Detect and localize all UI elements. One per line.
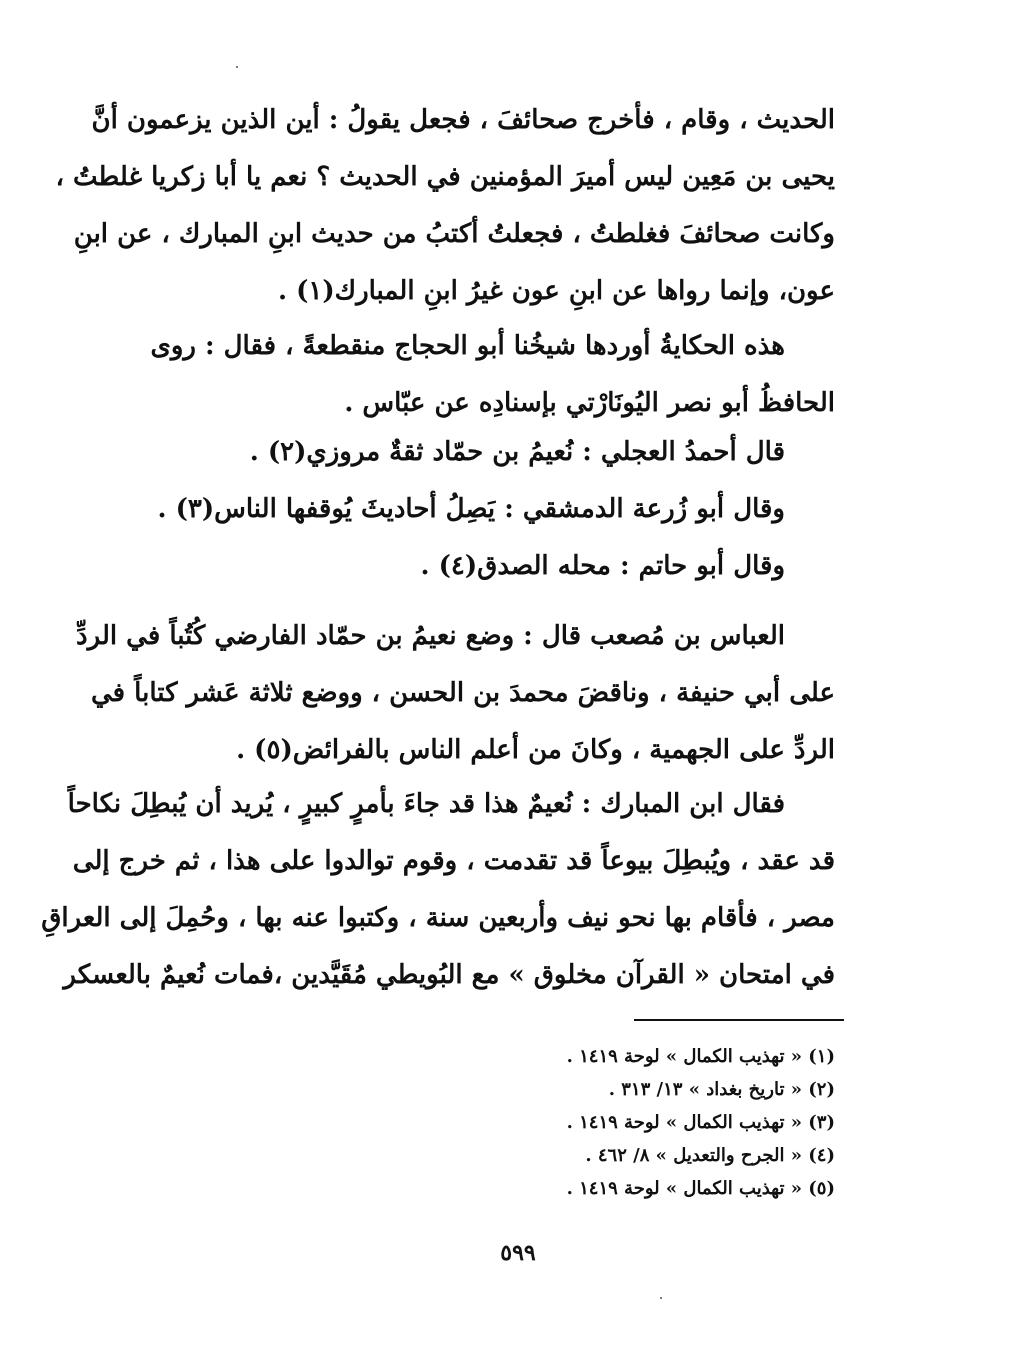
scan-speck — [660, 1297, 662, 1299]
text-line: الحديث ، وقام ، فأخرج صحائفَ ، فجعل يقولُ : أين الذين يزعمون أنَّ — [91, 105, 835, 135]
footnote-4: (٤) « الجرح والتعديل » ٨/ ٤٦٢ . — [585, 1145, 835, 1166]
footnote-1: (١) « تهذيب الكمال » لوحة ١٤١٩ . — [566, 1046, 835, 1067]
text-line: وكانت صحائفَ فغلطتُ ، فجعلتُ أكتبُ من حديث ابنِ المبارك ، عن ابنِ — [73, 219, 835, 249]
page-number: ٥٩٩ — [500, 1240, 536, 1266]
text-line: مصر ، فأقام بها نحو نيف وأربعين سنة ، وكتبوا عنه بها ، وحُمِلَ إلى العراقِ — [41, 903, 835, 933]
quote-line: قال أحمدُ العجلي : نُعيمُ بن حمّاد ثقةٌ مروزي(٢) . — [249, 437, 785, 467]
footnote-3: (٣) « تهذيب الكمال » لوحة ١٤١٩ . — [566, 1112, 835, 1133]
footnote-5: (٥) « تهذيب الكمال » لوحة ١٤١٩ . — [566, 1178, 835, 1199]
text-line: هذه الحكايةُ أوردها شيخُنا أبو الحجاج منقطعةً ، فقال : روى — [150, 331, 785, 361]
text-line: على أبي حنيفة ، وناقضَ محمدَ بن الحسن ، ووضع ثلاثة عَشر كتاباً في — [91, 678, 835, 708]
scan-speck — [236, 66, 238, 68]
quotes-block — [157, 424, 835, 595]
quote-line: وقال أبو حاتم : محله الصدق(٤) . — [420, 551, 785, 581]
paragraph-1 — [55, 92, 835, 320]
text-line: الحافظُ أبو نصر اليُونَارْتي بإسنادِه عن عبّاس . — [344, 388, 835, 418]
text-line: قد عقد ، ويُبطِلَ بيوعاً قد تقدمت ، وقوم توالدوا على هذا ، ثم خرج إلى — [72, 846, 835, 876]
paragraph-3 — [76, 608, 835, 779]
paragraph-2 — [150, 318, 835, 432]
text-line: الردِّ على الجهمية ، وكانَ من أعلم الناس بالفرائض(٥) . — [236, 735, 835, 765]
text-line: العباس بن مُصعب قال : وضع نعيمُ بن حمّاد الفارضي كُتُباً في الردِّ — [76, 621, 785, 651]
footnote-separator — [634, 1019, 844, 1021]
footnote-2: (٢) « تاريخ بغداد » ١٣/ ٣١٣ . — [608, 1079, 835, 1100]
text-line: فقال ابن المبارك : نُعيمٌ هذا قد جاءَ بأمرٍ كبيرٍ ، يُريد أن يُبطِلَ نكاحاً — [67, 789, 785, 819]
text-line: في امتحان « القرآن مخلوق » مع البُويطي مُقَيَّدين ،فمات نُعيمٌ بالعسكر — [63, 960, 835, 990]
text-line: يحيى بن مَعِين ليس أميرَ المؤمنين في الحديث ؟ نعم يا أبا زكريا غلطتُ ، — [55, 162, 835, 192]
quote-line: وقال أبو زُرعة الدمشقي : يَصِلُ أحاديثَ يُوقفها الناس(٣) . — [157, 494, 785, 524]
paragraph-4 — [41, 776, 835, 1004]
footnotes — [415, 1040, 835, 1205]
text-line: عون، وإنما رواها عن ابنِ عون غيرُ ابنِ المبارك(١) . — [277, 276, 835, 306]
